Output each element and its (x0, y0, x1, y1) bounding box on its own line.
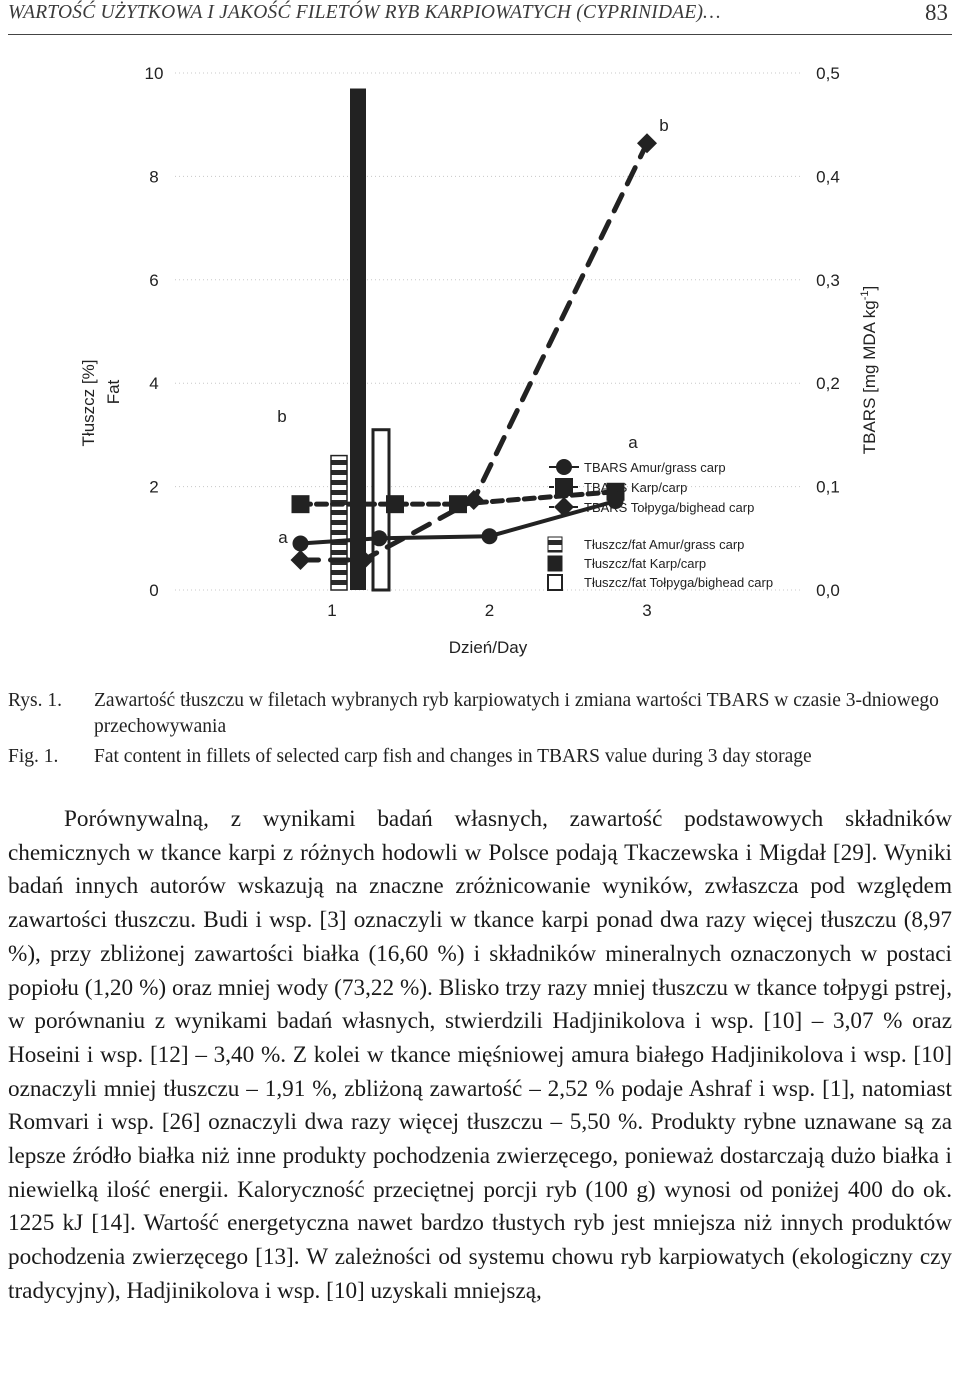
caption-text-pl: Zawartość tłuszczu w filetach wybranych ryb karpiowatych i zmiana wartości TBARS w czasie 3-dniowego przechowywania (94, 690, 939, 737)
y-left-tick-label: 4 (149, 374, 159, 394)
legend-marker (555, 478, 573, 496)
running-header (8, 0, 952, 35)
y-axis-right-label-suffix: ] (860, 285, 879, 291)
legend-label: Tłuszcz/fat Tołpyga/bighead carp (584, 575, 774, 590)
y-right-tick-label: 0,3 (816, 270, 840, 290)
y-left-tick-label: 10 (144, 64, 164, 83)
tbars-point (637, 133, 657, 153)
y-left-tick-label: 0 (149, 581, 159, 600)
legend-label: TBARS Karp/carp (584, 480, 688, 495)
fat-bars (331, 89, 389, 590)
tbars-point (292, 495, 310, 513)
y-axis-right-label (859, 286, 879, 455)
tbars-point (371, 530, 387, 546)
caption-text-en: Fat content in fillets of selected carp fish and changes in TBARS value during 3 day storage (94, 746, 812, 767)
x-axis-label: Dzień/Day (448, 638, 528, 657)
legend-bar-swatch (548, 537, 562, 552)
fat-tbars-chart (0, 40, 960, 670)
body-text (8, 803, 952, 1309)
tbars-point (386, 495, 404, 513)
tbars-point (293, 535, 309, 551)
significance-letter: a (278, 528, 288, 547)
y-axis-left-label-pl: Tłuszcz [%] (79, 359, 98, 447)
y-right-tick-label: 0,0 (816, 581, 840, 600)
legend-label: Tłuszcz/fat Karp/carp (584, 556, 707, 571)
legend-label: TBARS Amur/grass carp (584, 460, 726, 475)
body-paragraph: Porównywalną, z wynikami badań własnych, zawartość podstawowych składników chemicznych w tkance karpi z różnych hodowli w Polsce podają Tkaczewska i Migdał [29]. Wyniki badań innych autorów wskazują na znaczne zróżnicowanie wyników, zwłaszcza pod względem zawartości tłuszczu. Budi i wsp. [3] oznaczyli w tkance karpi ponad dwa razy więcej tłuszczu (8,97 %), przy zbliżonej zawartości białka (16,60 %) i składników mineralnych oznaczonych w postaci popiołu (1,20 %) oraz mniej wody (73,22 %). Blisko trzy razy mniej tłuszczu w tkance tołpygi pstrej, w porównaniu z wynikami badań własnych, stwierdzili Hadjinikolova i wsp. [10] – 3,07 % oraz Hoseini i wsp. [12] – 3,40 %. Z kolei w tkance mięśniowej amura białego Hadjinikolova i wsp. [10] oznaczyli mniej tłuszczu – 1,91 %, zbliżoną zawartość – 2,52 % podaje Ashraf i wsp. [1], natomiast Romvari i wsp. [26] oznaczyli dwa razy więcej tłuszczu – 5,50 %. Produkty rybne uznawane są za lepsze źródło białka niż inne produkty pochodzenia zwierzęcego, ponieważ dostarczają dużo białka i niewielką ilość energii. Kaloryczność przeciętnej porcji ryb (100 g) wynosi od poniżej 400 do ok. 1225 kJ [14]. Wartość energetyczna nawet bardzo tłustych ryb jest mniejsza niż innych produktów pochodzenia zwierzęcego [13]. W zależności od systemu chowu ryb karpiowatych (ekologiczny czy tradycyjny), Hadjinikolova i wsp. [10] uzyskali mniejszą, (8, 806, 952, 1304)
x-tick-label: 2 (484, 601, 495, 620)
y-right-tick-label: 0,5 (816, 64, 840, 83)
caption-label-en: Fig. 1. (8, 746, 59, 767)
y-axis-right-label-sup: -1 (859, 290, 871, 301)
tbars-point (482, 528, 498, 544)
significance-letter: a (628, 433, 638, 452)
x-tick-label: 1 (327, 601, 337, 620)
page-number: 83 (925, 0, 948, 25)
bar-carp-fat (350, 89, 366, 590)
legend-label: Tłuszcz/fat Amur/grass carp (584, 537, 745, 552)
legend-label: TBARS Tołpyga/bighead carp (584, 500, 755, 515)
y-axis-left-label-en: Fat (104, 379, 123, 405)
x-tick-label: 3 (642, 601, 652, 620)
tbars-point (291, 550, 311, 570)
running-title: WARTOŚĆ UŻYTKOWA I JAKOŚĆ FILETÓW RYB KARPIOWATYCH (CYPRINIDAE)… (8, 2, 721, 23)
legend-marker (556, 459, 572, 475)
legend-bar-swatch (548, 556, 562, 571)
caption-label-pl: Rys. 1. (8, 690, 62, 711)
significance-letter: b (659, 116, 669, 135)
legend-bar-swatch (548, 575, 562, 590)
y-left-tick-label: 6 (149, 270, 159, 290)
bar-grass-carp-fat (331, 456, 347, 590)
y-left-tick-label: 8 (149, 167, 159, 187)
y-right-tick-label: 0,1 (816, 477, 840, 497)
y-right-tick-label: 0,2 (816, 374, 840, 394)
y-axis-right-label-main: TBARS [mg MDA kg (860, 300, 879, 455)
significance-letter: b (277, 407, 287, 426)
chart-legend (548, 459, 773, 590)
y-left-tick-label: 2 (149, 477, 159, 497)
y-right-tick-label: 0,4 (816, 167, 840, 187)
